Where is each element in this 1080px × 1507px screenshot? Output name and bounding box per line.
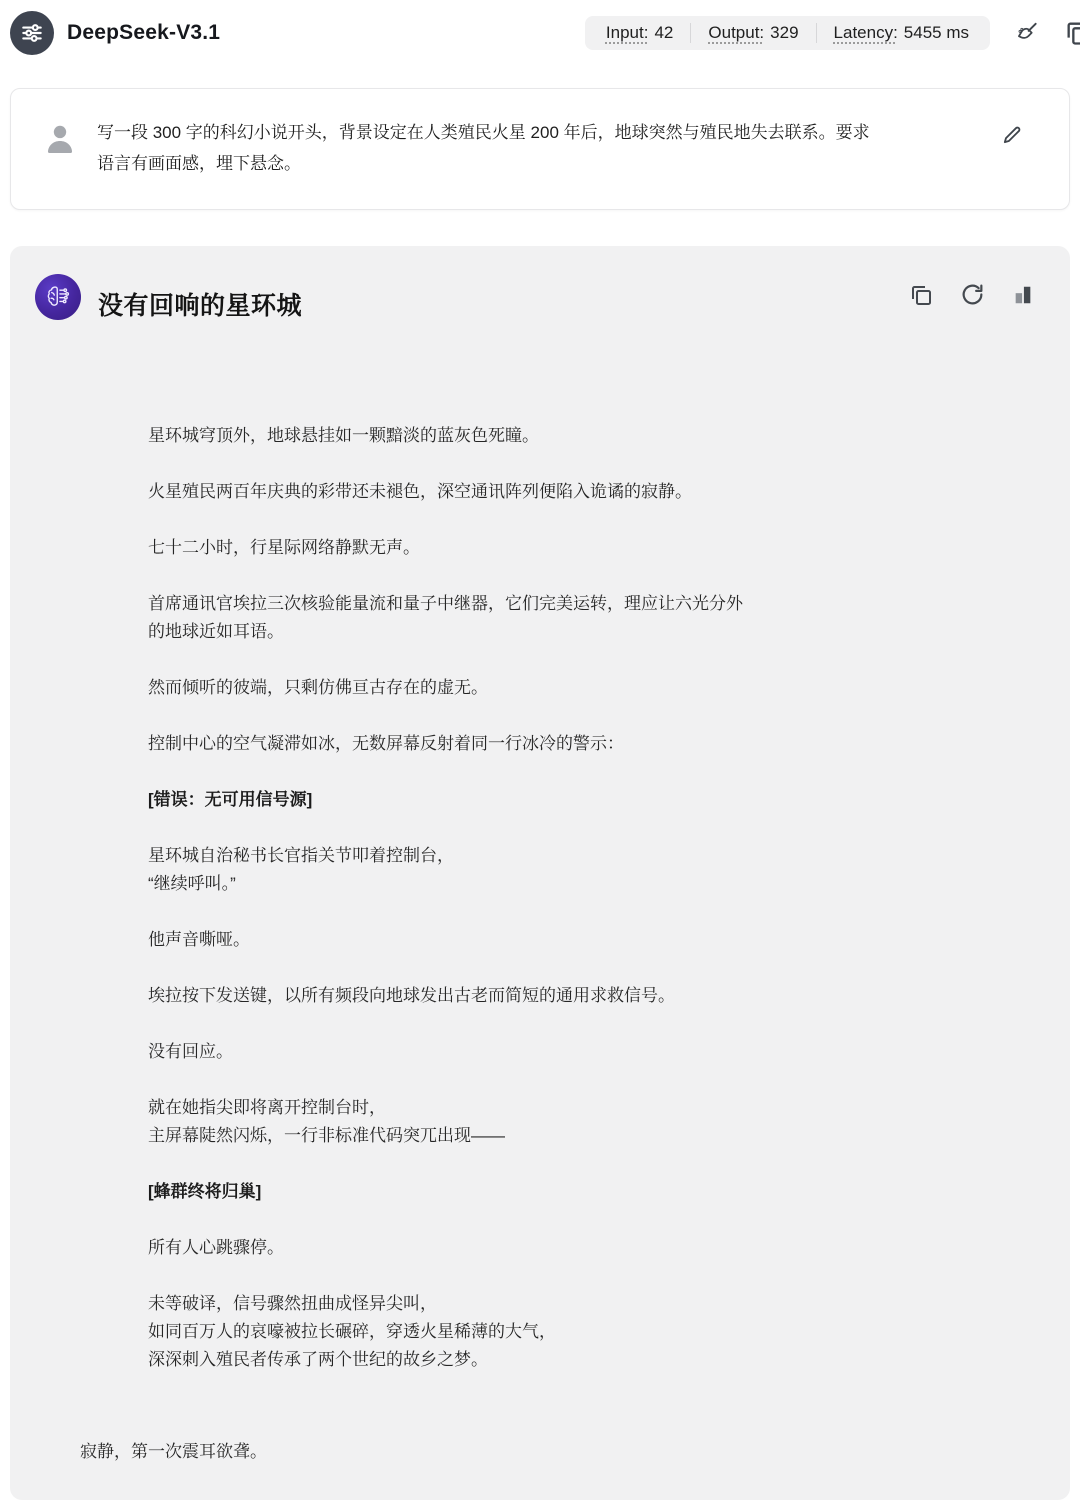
copy-conversation-button[interactable]: [1064, 19, 1080, 47]
response-paragraph: 未等破译，信号骤然扭曲成怪异尖叫， 如同百万人的哀嚎被拉长碾碎，穿透火星稀薄的大气， 深深刺入殖民者传承了两个世纪的故乡之梦。: [148, 1294, 556, 1369]
response-paragraph: 就在她指尖即将离开控制台时， 主屏幕陡然闪烁，一行非标准代码突兀出现——: [148, 1098, 505, 1145]
stat-input: [589, 23, 690, 43]
user-message-card: [10, 88, 1070, 210]
response-header: [10, 274, 1070, 322]
user-message-text: 写一段 300 字的科幻小说开头，背景设定在人类殖民火星 200 年后，地球突然与殖民地失去联系。要求 语言有画面感，埋下悬念。: [97, 123, 870, 173]
regenerate-button[interactable]: [960, 282, 985, 307]
model-name: DeepSeek-V3.1: [67, 21, 221, 44]
broom-icon: [1014, 20, 1040, 46]
stat-input-label: Input:: [605, 23, 649, 42]
response-paragraph: 控制中心的空气凝滞如冰，无数屏幕反射着同一行冰冷的警示：: [148, 734, 624, 753]
response-paragraph: 然而倾听的彼端，只剩仿佛亘古存在的虚无。: [148, 678, 488, 697]
stat-input-value: 42: [654, 23, 674, 42]
response-paragraph-emphasis: [错误：无可用信号源]: [148, 790, 313, 809]
response-paragraph: 所有人心跳骤停。: [148, 1238, 284, 1257]
pencil-icon: [1001, 123, 1024, 146]
model-sliders-badge: [10, 11, 54, 55]
response-paragraph: 七十二小时，行星际网络静默无声。: [148, 538, 420, 557]
response-paragraph: 没有回应。: [148, 1042, 233, 1061]
response-actions: [909, 282, 1034, 307]
ai-brain-avatar: [35, 274, 81, 320]
user-avatar-icon: [41, 119, 79, 157]
stat-latency: [816, 23, 986, 43]
response-paragraph: 埃拉按下发送键，以所有频段向地球发出古老而简短的通用求救信号。: [148, 986, 675, 1005]
response-paragraph-emphasis: [蜂群终将归巢]: [148, 1182, 262, 1201]
bar-chart-icon: [1012, 284, 1034, 306]
stat-latency-label: Latency:: [833, 23, 898, 42]
response-paragraph: 首席通讯官埃拉三次核验能量流和量子中继器，它们完美运转，理应让六光分外 的地球近如耳语。: [148, 594, 743, 641]
page-header: [0, 0, 1080, 66]
refresh-icon: [960, 282, 985, 307]
response-title: 没有回响的星环城: [98, 292, 303, 320]
stat-output-label: Output:: [708, 23, 765, 42]
copy-icon: [909, 283, 933, 307]
response-paragraph: 他声音嘶哑。: [148, 930, 250, 949]
response-body: [148, 422, 950, 1374]
metrics-button[interactable]: [1012, 284, 1034, 306]
response-closing-line: 寂静，第一次震耳欲聋。: [80, 1442, 267, 1461]
token-stats-pill: [585, 16, 990, 50]
response-paragraph: 星环城穹顶外，地球悬挂如一颗黯淡的蓝灰色死瞳。: [148, 426, 539, 445]
response-paragraph: 星环城自治秘书长官指关节叩着控制台， “继续呼叫。”: [148, 846, 454, 893]
stat-latency-value: 5455 ms: [903, 23, 969, 42]
edit-message-button[interactable]: [1001, 123, 1024, 146]
assistant-response-card: [10, 246, 1070, 1500]
copy-response-button[interactable]: [909, 283, 933, 307]
response-paragraph: 火星殖民两百年庆典的彩带还未褪色，深空通讯阵列便陷入诡谲的寂静。: [148, 482, 692, 501]
clear-chat-button[interactable]: [1014, 20, 1040, 46]
stat-output: [690, 23, 815, 43]
copy-icon: [1064, 19, 1080, 47]
sliders-icon: [19, 20, 45, 46]
stat-output-value: 329: [770, 23, 799, 42]
